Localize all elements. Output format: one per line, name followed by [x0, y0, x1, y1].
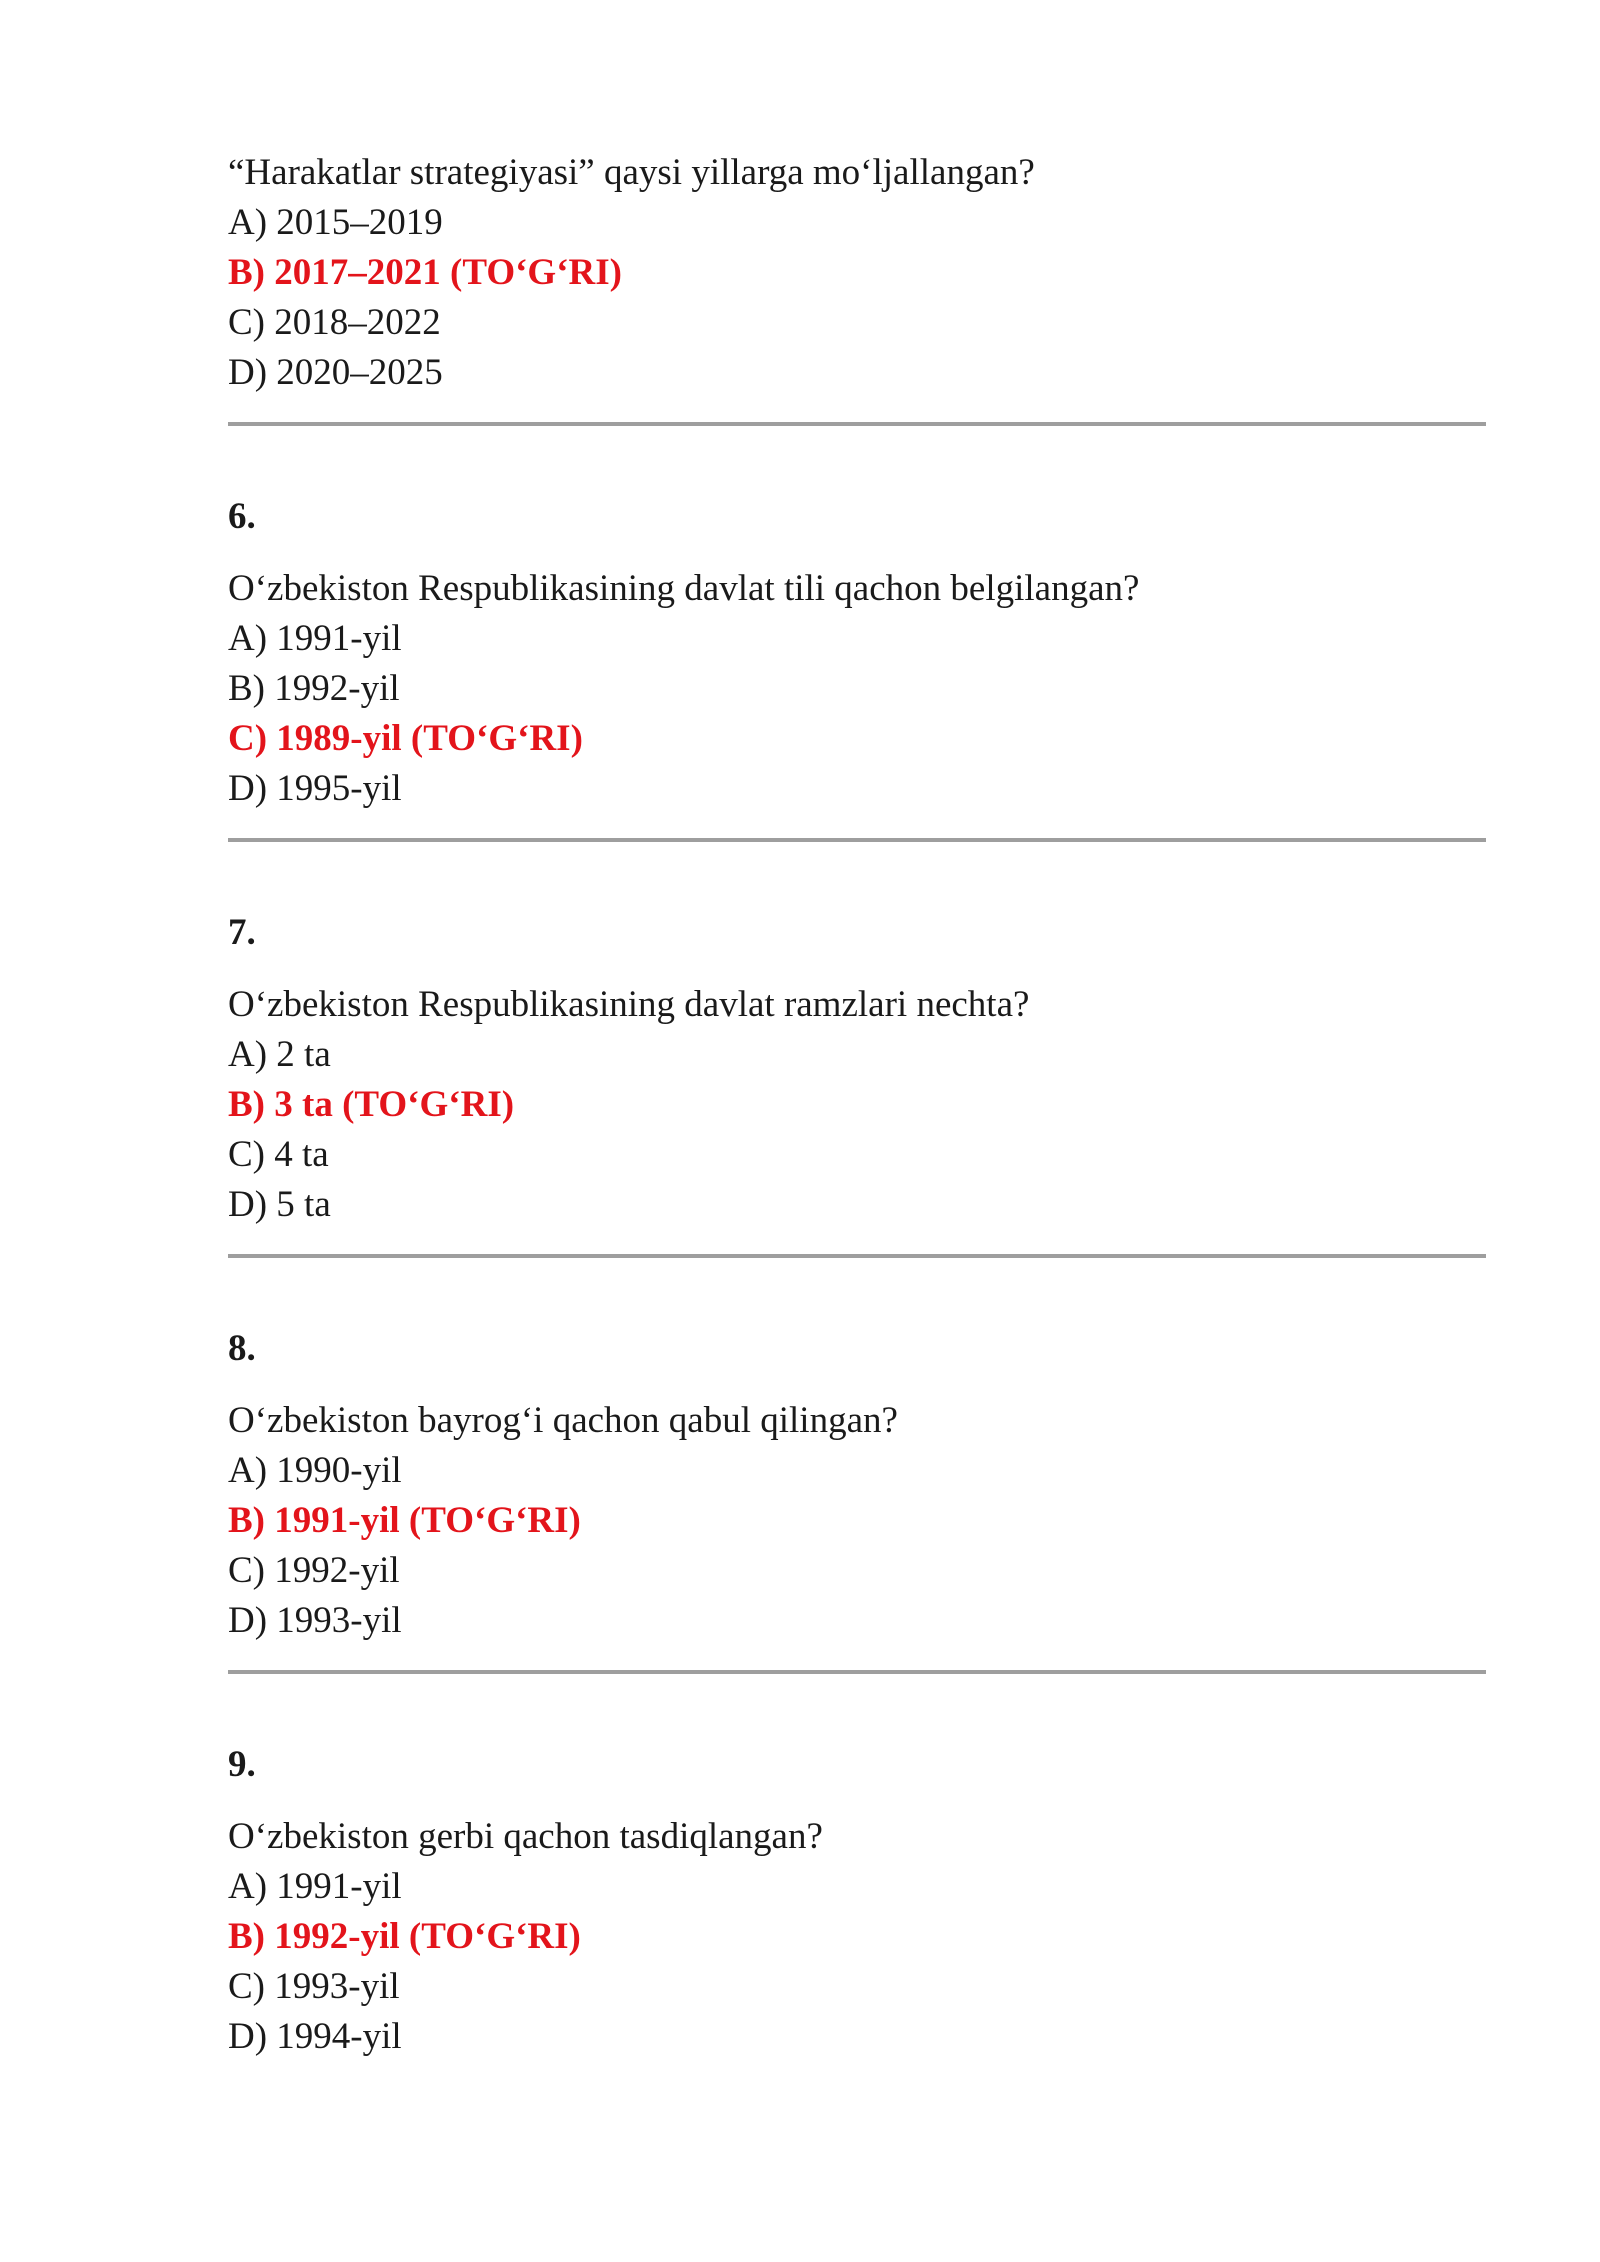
option-a: A) 2 ta: [228, 1034, 331, 1075]
option-a: A) 2015–2019: [228, 202, 443, 243]
question-text: O‘zbekiston Respublikasining davlat tili qachon belgilangan?: [228, 568, 1140, 609]
option-d: D) 1993-yil: [228, 1600, 402, 1641]
option-b-correct: B) 1991-yil (TO‘G‘RI): [228, 1500, 581, 1541]
option-d: D) 1994-yil: [228, 2016, 402, 2057]
question-text: O‘zbekiston gerbi qachon tasdiqlangan?: [228, 1816, 823, 1857]
divider: [228, 422, 1486, 426]
option-d: D) 1995-yil: [228, 768, 402, 809]
question-number: 9.: [228, 1744, 256, 1785]
quiz-page: [228, 148, 1486, 2062]
option-d: D) 5 ta: [228, 1184, 331, 1225]
option-c-correct: C) 1989-yil (TO‘G‘RI): [228, 718, 583, 759]
option-c: C) 4 ta: [228, 1134, 329, 1175]
question-text: O‘zbekiston bayrog‘i qachon qabul qilingan?: [228, 1400, 898, 1441]
option-d: D) 2020–2025: [228, 352, 443, 393]
question-number: 7.: [228, 912, 256, 953]
question-8: [228, 1324, 1486, 1646]
option-a: A) 1990-yil: [228, 1450, 402, 1491]
option-c: C) 1993-yil: [228, 1966, 400, 2007]
question-5: [228, 148, 1486, 398]
option-c: C) 1992-yil: [228, 1550, 400, 1591]
divider: [228, 1254, 1486, 1258]
question-text: O‘zbekiston Respublikasining davlat ramzlari nechta?: [228, 984, 1030, 1025]
question-number: 6.: [228, 496, 256, 537]
option-c: C) 2018–2022: [228, 302, 441, 343]
divider: [228, 1670, 1486, 1674]
question-number: 8.: [228, 1328, 256, 1369]
option-b-correct: B) 3 ta (TO‘G‘RI): [228, 1084, 515, 1125]
question-7: [228, 908, 1486, 1230]
question-text: “Harakatlar strategiyasi” qaysi yillarga mo‘ljallangan?: [228, 152, 1035, 193]
question-9: [228, 1740, 1486, 2062]
option-b: B) 1992-yil: [228, 668, 400, 709]
option-b-correct: B) 1992-yil (TO‘G‘RI): [228, 1916, 581, 1957]
option-a: A) 1991-yil: [228, 618, 402, 659]
divider: [228, 838, 1486, 842]
option-a: A) 1991-yil: [228, 1866, 402, 1907]
question-6: [228, 492, 1486, 814]
option-b-correct: B) 2017–2021 (TO‘G‘RI): [228, 252, 622, 293]
